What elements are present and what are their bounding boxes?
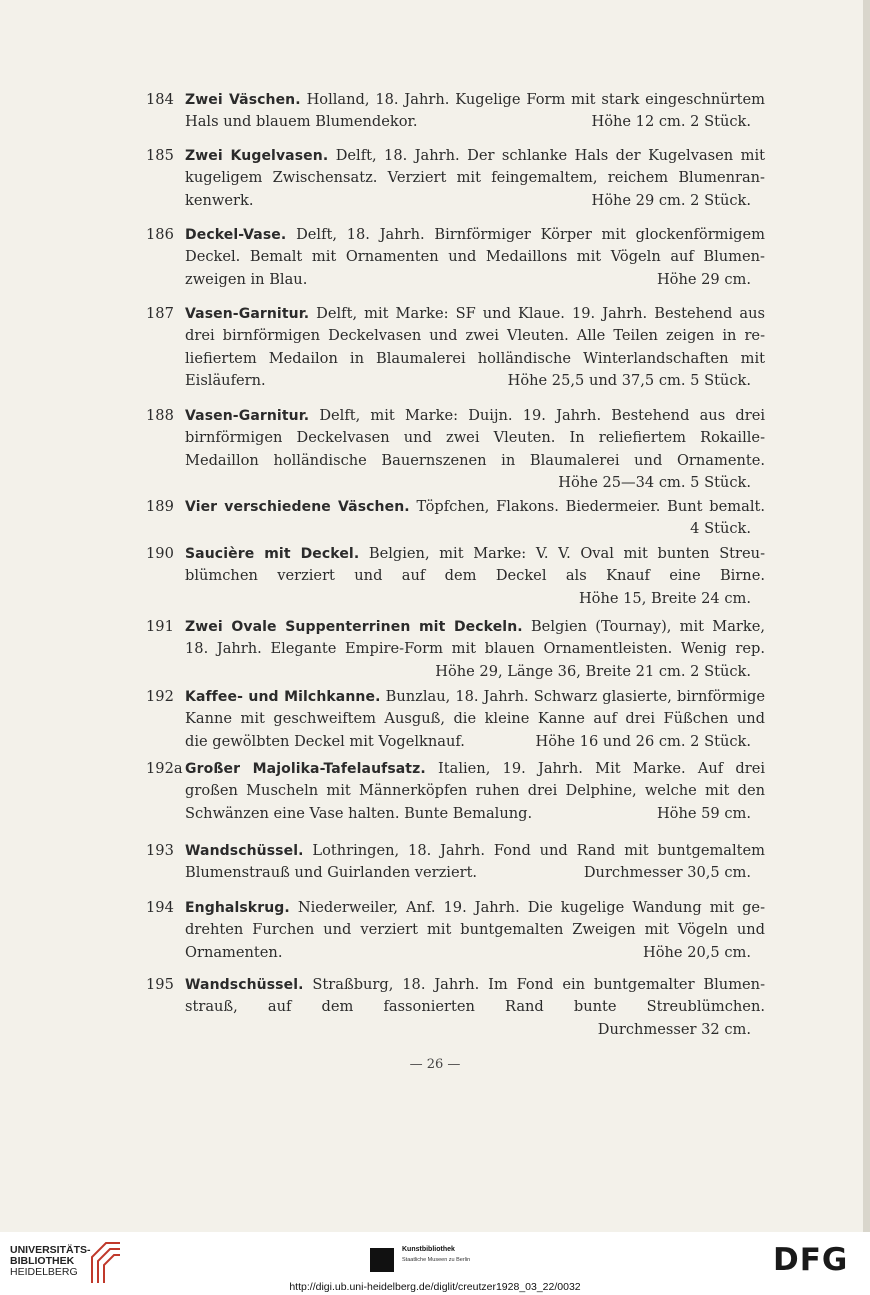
entry-number: 191 <box>146 618 174 635</box>
kunstbibliothek-title: Kunstbibliothek <box>402 1246 455 1253</box>
entry-dimensions: Höhe 20,5 cm. <box>643 943 751 961</box>
entry-title: Saucière mit Deckel. <box>185 546 360 562</box>
entry-text-line: drehten Furchen und verziert mit buntgemalten Zweigen mit Vögeln und <box>185 921 765 939</box>
entry-number: 189 <box>146 498 174 515</box>
entry-text: Delft, 18. Jahrh. Birnförmiger Körper mit glockenförmigem <box>296 226 766 243</box>
entry-dimensions: 4 Stück. <box>690 520 751 538</box>
entry-text: die gewölbten Deckel mit Vogelknauf. <box>185 732 465 750</box>
kunstbibliothek-icon <box>370 1248 394 1272</box>
entry-number: 194 <box>146 899 174 916</box>
entry-text-line: birnförmigen Deckelvasen und zwei Vleuten. In reliefiertem Rokaille- <box>185 429 765 447</box>
university-library-logo-text[interactable] <box>10 1245 91 1278</box>
entry-title: Zwei Väschen. <box>185 92 301 108</box>
viewer-footer <box>0 1232 870 1295</box>
library-line-3: HEIDELBERG <box>10 1266 78 1278</box>
university-library-logo-icon[interactable] <box>90 1239 122 1285</box>
entry-text: Holland, 18. Jahrh. Kugelige Form mit stark eingeschnürtem <box>306 91 766 108</box>
entry-title: Wandschüssel. <box>185 977 304 993</box>
entry-dimensions: Durchmesser 32 cm. <box>597 1020 751 1038</box>
page-number: — 26 — <box>409 1057 461 1072</box>
dfg-logo[interactable]: DFG <box>773 1242 849 1278</box>
entry-text: Belgien, mit Marke: V. V. Oval mit bunten Streu- <box>368 545 765 562</box>
entry-first-line <box>185 89 765 111</box>
entry-text-line: blümchen verziert und auf dem Deckel als Knauf eine Birne. <box>185 567 765 585</box>
entry-number: 192 <box>146 688 174 705</box>
entry-text: Ornamenten. <box>185 943 283 961</box>
entry-first-line <box>185 496 765 518</box>
entry-first-line <box>185 897 765 919</box>
entry-number: 187 <box>146 305 174 322</box>
entry-last-line <box>185 942 765 964</box>
entry-number: 195 <box>146 976 174 993</box>
entry-title: Kaffee- und Milchkanne. <box>185 689 381 705</box>
entry-text: Niederweiler, Anf. 19. Jahrh. Die kugelige Wandung mit ge- <box>297 899 765 916</box>
entry-text-line: 18. Jahrh. Elegante Empire-Form mit blauen Ornamentleisten. Wenig rep. <box>185 640 765 658</box>
entry-text-line: drei birnförmigen Deckelvasen und zwei Vleuten. Alle Teilen zeigen in re- <box>185 327 765 345</box>
entry-text-line: kugeligem Zwischensatz. Verziert mit feingemaltem, reichem Blumenran- <box>185 169 765 187</box>
entry-title: Vier verschiedene Väschen. <box>185 499 410 515</box>
entry-title: Zwei Ovale Suppenterrinen mit Deckeln. <box>185 619 523 635</box>
entry-dimensions: Höhe 15, Breite 24 cm. <box>578 589 751 607</box>
entry-text: Delft, 18. Jahrh. Der schlanke Hals der Kugelvasen mit <box>335 147 765 164</box>
permalink-url[interactable]: http://digi.ub.uni-heidelberg.de/diglit/creutzer1928_03_22/0032 <box>289 1281 581 1293</box>
entry-first-line <box>185 303 765 325</box>
entry-last-line <box>185 190 765 212</box>
entry-number: 192a <box>146 760 183 777</box>
entry-dimensions: Höhe 25—34 cm. 5 Stück. <box>558 473 751 491</box>
entry-last-line <box>185 269 765 291</box>
entry-text: Belgien (Tournay), mit Marke, <box>530 618 766 635</box>
entry-dimensions: Höhe 12 cm. 2 Stück. <box>591 113 751 131</box>
entry-number: 193 <box>146 842 174 859</box>
entry-first-line <box>185 758 765 780</box>
entry-dimensions: Höhe 59 cm. <box>656 804 751 822</box>
entry-text: Hals und blauem Blumendekor. <box>185 113 418 131</box>
entry-first-line <box>185 405 765 427</box>
entry-text-line: strauß, auf dem fassonierten Rand bunte Streublümchen. <box>185 998 765 1016</box>
entry-title: Deckel-Vase. <box>185 227 287 243</box>
entry-text: zweigen in Blau. <box>185 270 308 288</box>
entry-number: 190 <box>146 545 174 562</box>
entry-dimensions: Höhe 16 und 26 cm. 2 Stück. <box>535 732 751 750</box>
entry-title: Wandschüssel. <box>185 843 304 859</box>
entry-title: Vasen-Garnitur. <box>185 408 310 424</box>
entry-dimensions: Durchmesser 30,5 cm. <box>583 864 751 882</box>
entry-text: Delft, mit Marke: Duijn. 19. Jahrh. Bestehend aus drei <box>319 407 766 424</box>
entry-dimensions: Höhe 29 cm. 2 Stück. <box>591 191 751 209</box>
library-line-2: BIBLIOTHEK <box>10 1255 75 1267</box>
entry-text: Delft, mit Marke: SF und Klaue. 19. Jahrh. Bestehend aus <box>316 305 765 322</box>
entry-text: Straßburg, 18. Jahrh. Im Fond ein buntgemalter Blumen- <box>312 976 766 993</box>
entry-text-line: Deckel. Bemalt mit Ornamenten und Medaillons mit Vögeln auf Blumen- <box>185 248 765 266</box>
entry-first-line <box>185 840 765 862</box>
entry-first-line <box>185 974 765 996</box>
entry-title: Großer Majolika-Tafelaufsatz. <box>185 761 426 777</box>
kunstbibliothek-logo[interactable] <box>370 1242 510 1272</box>
entry-last-line <box>185 111 765 133</box>
entry-text-line: Kanne mit geschweiftem Ausguß, die kleine Kanne auf drei Füßchen und <box>185 710 765 728</box>
entry-dimensions: Höhe 29 cm. <box>656 270 751 288</box>
entry-text: Lothringen, 18. Jahrh. Fond und Rand mit buntgemaltem <box>312 842 765 859</box>
entry-text: Töpfchen, Flakons. Biedermeier. Bunt bemalt. <box>416 498 765 515</box>
page-edge <box>863 0 870 1232</box>
entry-last-line <box>185 731 765 753</box>
entry-number: 186 <box>146 226 174 243</box>
entry-last-line <box>185 803 765 825</box>
entry-text: kenwerk. <box>185 191 254 209</box>
entry-title: Enghalskrug. <box>185 900 290 916</box>
entry-text: Bunzlau, 18. Jahrh. Schwarz glasierte, birnförmige <box>385 688 765 705</box>
entry-text: Eisläufern. <box>185 371 266 389</box>
entry-number: 185 <box>146 147 174 164</box>
entry-text-line: Medaillon holländische Bauernszenen in Blaumalerei und Ornamente. <box>185 451 765 469</box>
entry-number: 184 <box>146 91 174 108</box>
entry-first-line <box>185 616 765 638</box>
entry-last-line <box>185 862 765 884</box>
entry-text-line: liefiertem Medailon in Blaumalerei holländische Winterlandschaften mit <box>185 349 765 367</box>
entry-number: 188 <box>146 407 174 424</box>
kunstbibliothek-subtitle: Staatliche Museen zu Berlin <box>402 1257 471 1263</box>
entry-text: Blumenstrauß und Guirlanden verziert. <box>185 864 478 882</box>
entry-last-line <box>185 370 765 392</box>
entry-text-line: großen Muscheln mit Männerköpfen ruhen drei Delphine, welche mit den <box>185 782 765 800</box>
entry-title: Zwei Kugelvasen. <box>185 148 329 164</box>
entry-first-line <box>185 145 765 167</box>
entry-first-line <box>185 224 765 246</box>
entry-text: Schwänzen eine Vase halten. Bunte Bemalung. <box>185 804 533 822</box>
entry-text: Italien, 19. Jahrh. Mit Marke. Auf drei <box>438 760 766 777</box>
entry-title: Vasen-Garnitur. <box>185 306 310 322</box>
library-line-1: UNIVERSITÄTS- <box>10 1244 91 1256</box>
entry-first-line <box>185 686 765 708</box>
entry-dimensions: Höhe 29, Länge 36, Breite 21 cm. 2 Stück. <box>435 662 751 680</box>
entry-first-line <box>185 543 765 565</box>
entry-dimensions: Höhe 25,5 und 37,5 cm. 5 Stück. <box>507 371 751 389</box>
